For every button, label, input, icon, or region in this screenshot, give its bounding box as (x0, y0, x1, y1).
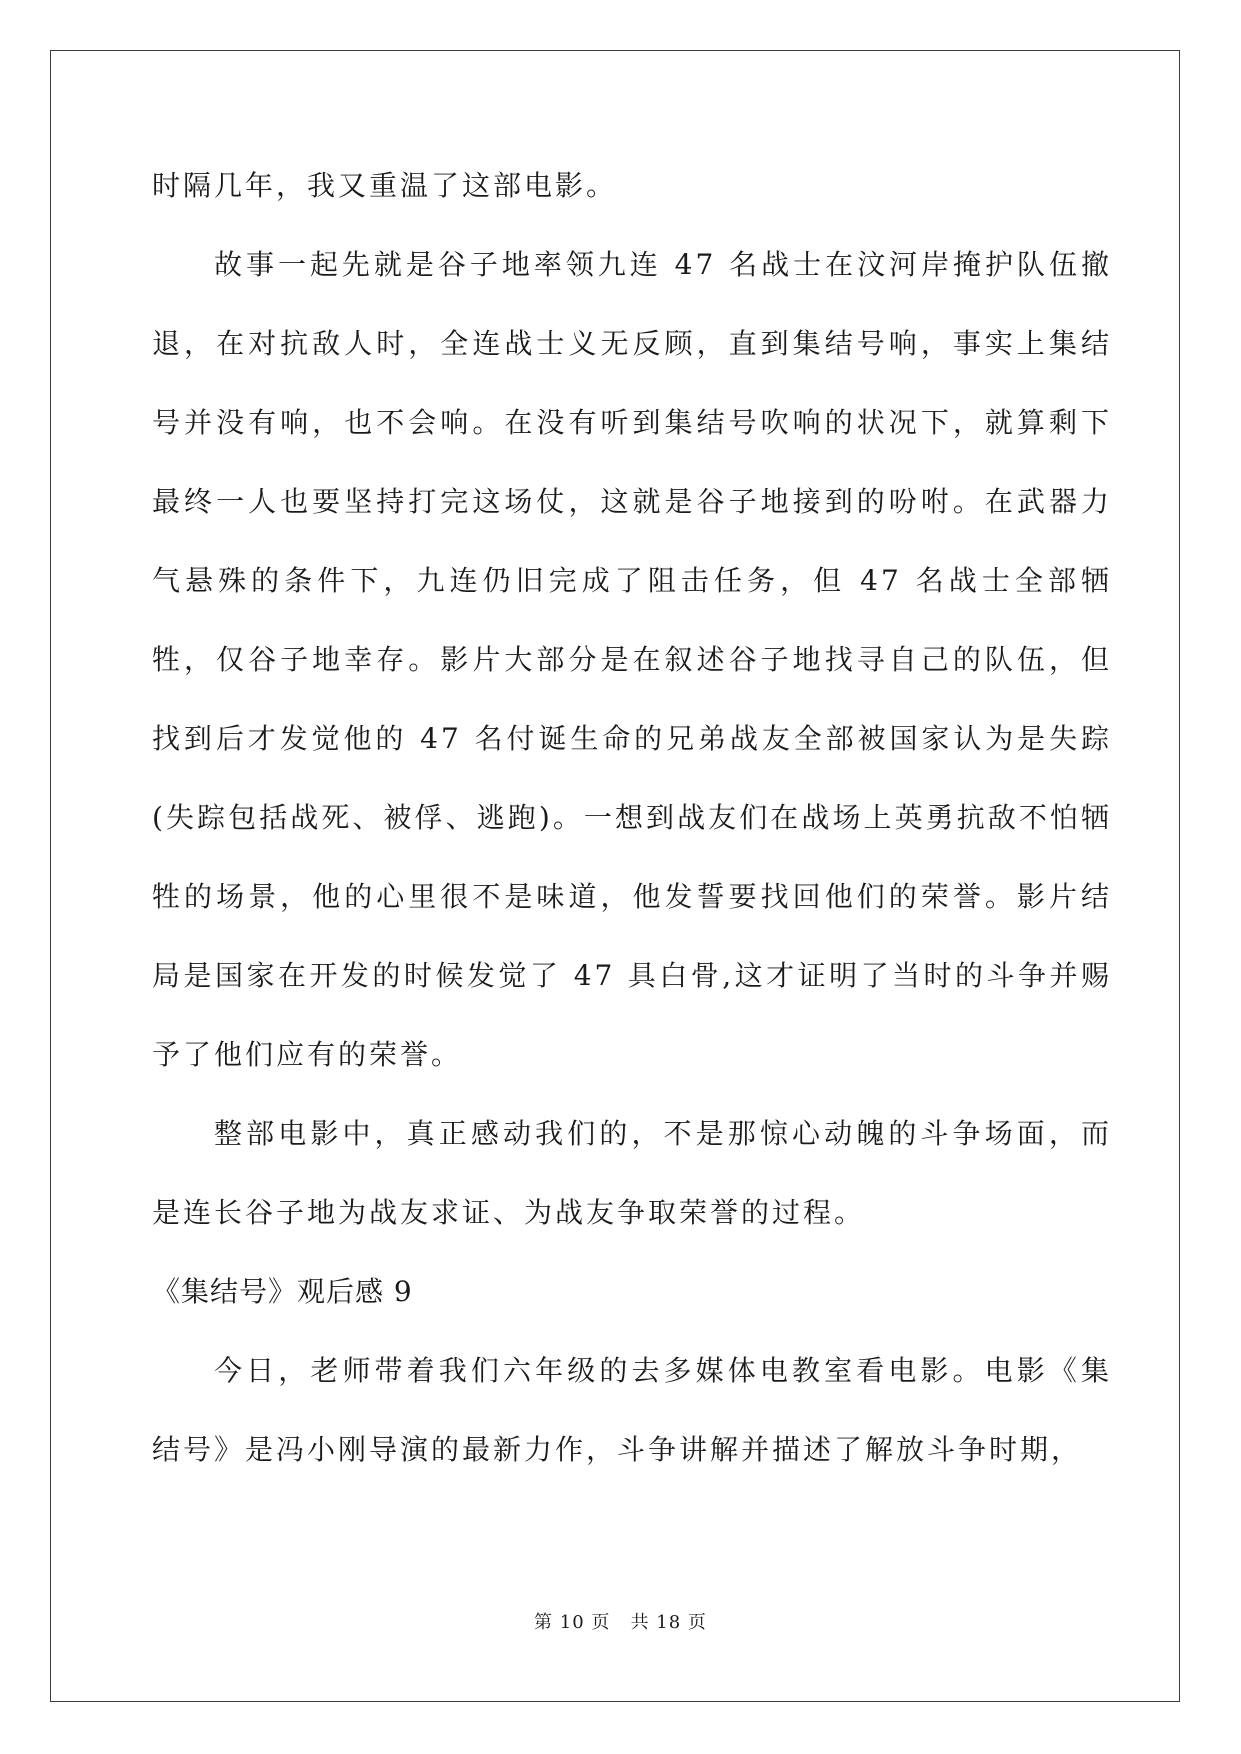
page-total: 共 18 页 (630, 1612, 707, 1633)
page-number: 第 10 页 (534, 1612, 611, 1633)
paragraph-intro: 时隔几年，我又重温了这部电影。 (152, 169, 618, 202)
paragraph-reflection: 整部电影中，真正感动我们的，不是那惊心动魄的斗争场面，而是连长谷子地为战友求证、为战友争取荣誉的过程。 (152, 1117, 1112, 1229)
paragraph-section-start: 今日，老师带着我们六年级的去多媒体电教室看电影。电影《集结号》是冯小刚导演的最新力作，斗争讲解并描述了解放斗争时期， (152, 1354, 1112, 1466)
paragraph-story: 故事一起先就是谷子地率领九连 47 名战士在汶河岸掩护队伍撤退，在对抗敌人时，全连战士义无反顾，直到集结号响，事实上集结号并没有响，也不会响。在没有听到集结号吹响的状况下，就算剩下最终一人也要坚持打完这场仗，这就是谷子地接到的吩咐。在武器力气悬殊的条件下，九连仍旧完成了阻击任务，但 47 名战士全部牺牲，仅谷子地幸存。影片大部分是在叙述谷子地找寻自己的队伍，但找到后才发觉他的 47 名付诞生命的兄弟战友全部被国家认为是失踪(失踪包括战死、被俘、逃跑)。一想到战友们在战场上英勇抗敌不怕牺牲的场景，他的心里很不是味道，他发誓要找回他们的荣誉。影片结局是国家在开发的时候发觉了 47 具白骨,这才证明了当时的斗争并赐予了他们应有的荣誉。 (152, 248, 1112, 1071)
section-heading: 《集结号》观后感 9 (152, 1275, 413, 1308)
page-footer (0, 1608, 1241, 1634)
document-body (152, 146, 1112, 1489)
